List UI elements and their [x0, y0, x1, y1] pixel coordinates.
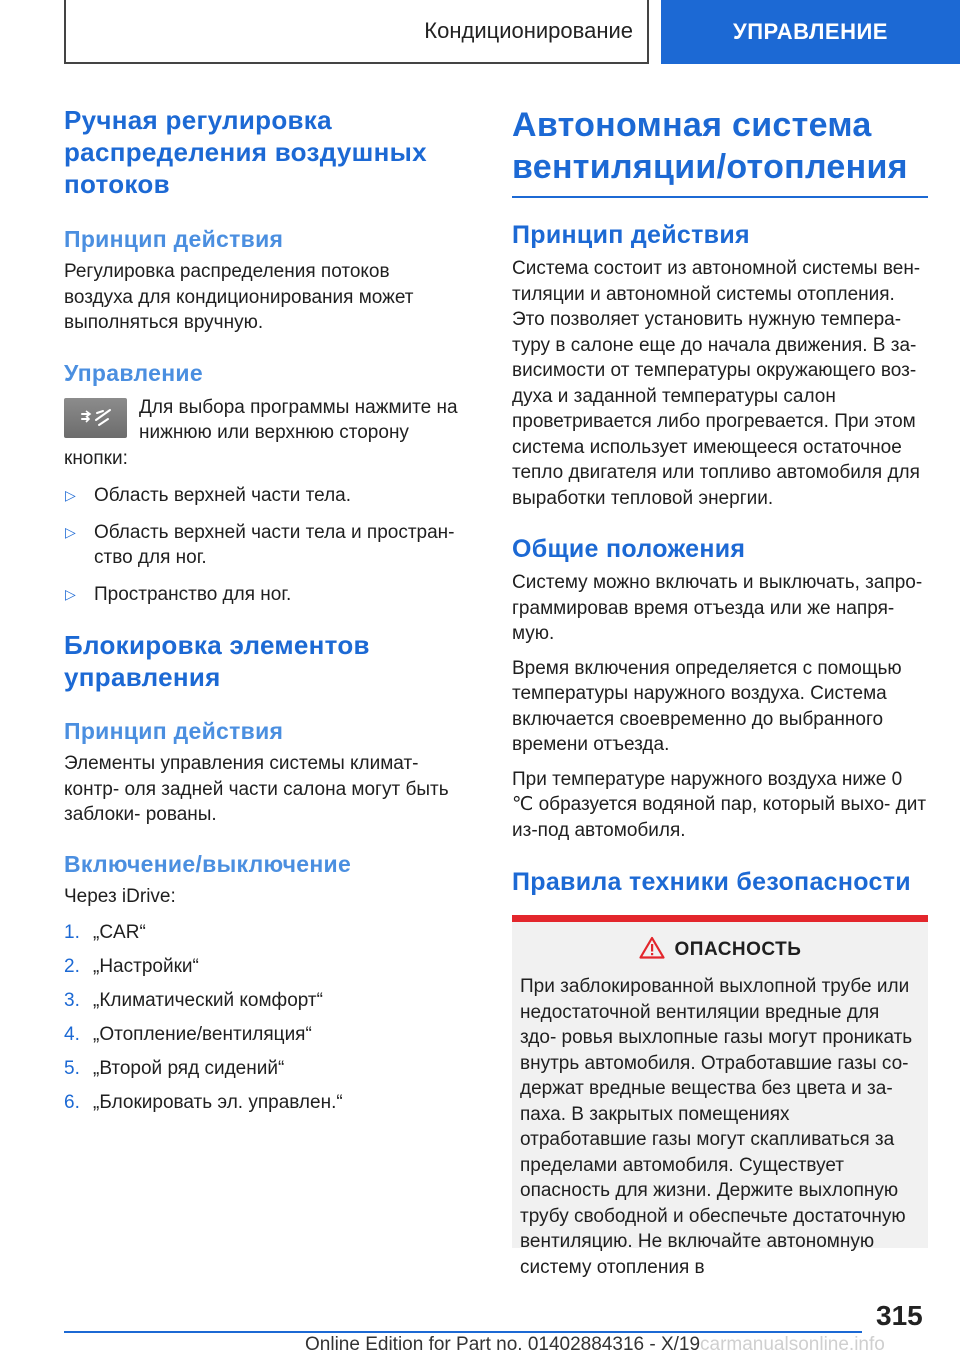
air-distribution-icon	[64, 398, 127, 438]
safety-heading: Правила техники безопасности	[512, 868, 911, 896]
lock-principle-text: Элементы управления системы климат-контр- оля задней части салона могут быть заблоки- рованы.	[64, 753, 449, 825]
list-item: 5. „Второй ряд сидений“	[64, 1058, 285, 1079]
footer-divider	[64, 1331, 862, 1333]
danger-bar	[512, 915, 928, 922]
footer-watermark: carmanualsonline.info	[700, 1334, 885, 1355]
principle-heading: Принцип действия	[512, 221, 750, 249]
general-paragraph: Систему можно включать и выключать, запро- граммировав время отъезда или же напря- мую.	[512, 572, 923, 644]
autonomous-system-title: Автономная система вентиляции/отопления	[512, 106, 908, 186]
control-instruction	[64, 395, 462, 446]
distribution-options	[64, 483, 462, 607]
list-item: ▷ Область верхней части тела.	[64, 483, 462, 509]
idrive-steps	[64, 920, 462, 1116]
right-column	[512, 104, 928, 1278]
manual-distribution-title: Ручная регулировка распределения воздушных потоков	[64, 105, 427, 199]
control-text-rest: кнопки:	[64, 447, 128, 469]
danger-text: При заблокированной выхлопной трубе или недостаточной вентиляции вредные для здо- ровья выхлопные газы могут проникать внутрь автомобиля. Отработавшие газы со- держат вредные вещества без цвета и за- паха. В закрытых помещениях отработавшие газы могут скапливаться за пределами автомобиля. Существует опасность для жизни. Держите выхлопную трубу свободной и обеспечьте достаточную вентиляцию. Не включайте автономную систему отопления в	[520, 976, 913, 1278]
principle-text: Система состоит из автономной системы вен- тиляции и автономной системы отопления. Это позволяет установить нужную темпера- туру в салоне еще до начала движения. В за- висимости от температуры окружающего воз- духа и заданной температуры салон проветривается либо прогревается. При этом система использует имеющееся остаточное тепло двигателя или топливо автомобиля для выработки тепловой энергии.	[512, 258, 921, 509]
triangle-right-icon: ▷	[65, 487, 76, 503]
control-heading: Управление	[64, 359, 203, 386]
title-divider	[512, 196, 928, 198]
general-paragraph: При температуре наружного воздуха ниже 0 ℃ образуется водяной пар, который выхо- дит из-под автомобиля.	[512, 768, 927, 841]
principle-text: Регулировка распределения потоков воздуха для кондиционирования может выполняться вручную.	[64, 261, 414, 333]
left-column	[64, 104, 462, 1124]
danger-title: ОПАСНОСТЬ	[674, 939, 802, 960]
header-section	[64, 0, 649, 64]
list-item: 1. „CAR“	[64, 922, 146, 943]
onoff-heading: Включение/выключение	[64, 850, 352, 877]
general-heading: Общие положения	[512, 535, 746, 563]
lock-controls-title: Блокировка элементов управления	[64, 630, 370, 692]
principle-heading: Принцип действия	[64, 226, 284, 252]
triangle-right-icon: ▷	[65, 585, 76, 602]
list-item: 2. „Настройки“	[64, 956, 199, 977]
lock-principle-heading: Принцип действия	[64, 718, 284, 744]
list-item: 4. „Отопление/вентиляция“	[64, 1024, 312, 1045]
header-section-label: Кондиционирование	[424, 18, 633, 43]
list-item: 6. „Блокировать эл. управлен.“	[64, 1092, 343, 1113]
page-number: 315	[876, 1300, 923, 1331]
header-chapter	[661, 0, 960, 64]
onoff-text: Через iDrive:	[64, 885, 176, 907]
triangle-right-icon: ▷	[65, 523, 76, 540]
warning-triangle-icon	[639, 936, 665, 964]
general-paragraph: Время включения определяется с помощью температуры наружного воздуха. Система включается своевременно до выбранного времени отъезда.	[512, 657, 902, 755]
list-item: ▷ Область верхней части тела и простран- ство для ног.	[64, 520, 462, 571]
danger-box	[512, 922, 928, 1278]
danger-header	[520, 936, 920, 964]
control-text-inline: Для выбора программы нажмите на нижнюю или верхнюю сторону	[139, 396, 458, 443]
header-chapter-label: УПРАВЛЕНИЕ	[733, 19, 888, 44]
list-item: 3. „Климатический комфорт“	[64, 990, 323, 1011]
footer-edition: Online Edition for Part no. 01402884316 - X/19	[305, 1334, 701, 1355]
list-item: ▷ Пространство для ног.	[64, 582, 462, 608]
